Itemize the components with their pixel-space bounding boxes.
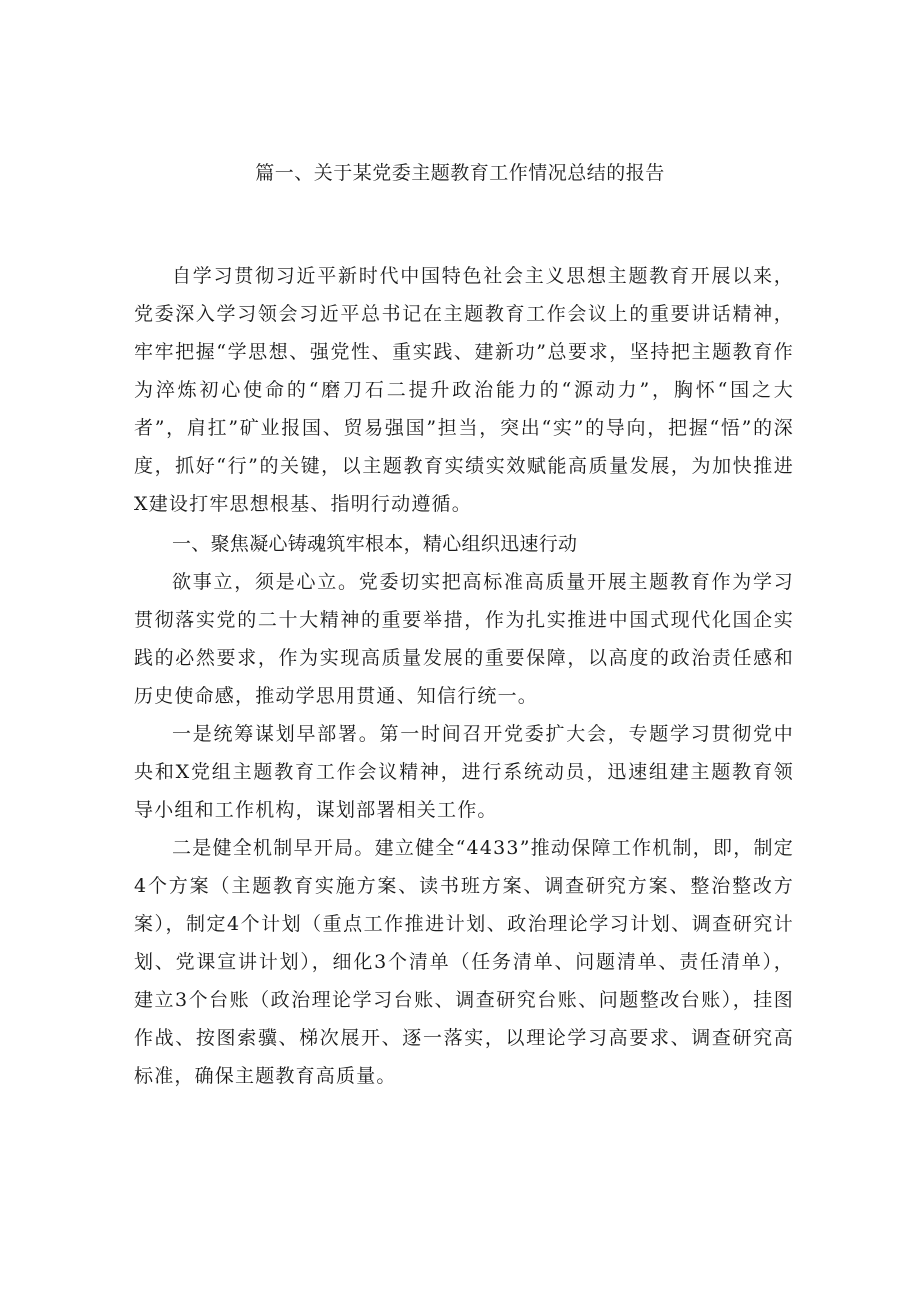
intro-paragraph: 自学习贯彻习近平新时代中国特色社会主义思想主题教育开展以来，党委深入学习领会习近平总书记在主题教育工作会议上的重要讲话精神，牢牢把握“学思想、强党性、重实践、建新功”总要求，坚持把主题教育作为淬炼初心使命的“磨刀石二提升政治能力的“源动力”，胸怀“国之大者”，肩扛”矿业报国、贸易强国”担当，突出“实”的导向，把握“悟”的深度，抓好“行”的关键，以主题教育实绩实效赋能高质量发展，为加快推进X建设打牢思想根基、指明行动遵循。 — [134, 265, 794, 515]
document-body — [134, 257, 794, 1095]
section-paragraph-1: 欲事立，须是心立。党委切实把高标准高质量开展主题教育作为学习贯彻落实党的二十大精神的重要举措，作为扎实推进中国式现代化国企实践的必然要求，作为实现高质量发展的重要保障，以高度的政治责任感和历史使命感，推动学思用贯通、知信行统一。 — [134, 571, 794, 707]
section-paragraph-3: 二是健全机制早开局。建立健全“4433”推动保障工作机制，即，制定4个方案（主题教育实施方案、读书班方案、调查研究方案、整治整改方案），制定4个计划（重点工作推进计划、政治理论学习计划、调查研究计划、党课宣讲计划），细化3个清单（任务清单、问题清单、责任清单），建立3个台账（政治理论学习台账、调查研究台账、问题整改台账），挂图作战、按图索骥、梯次展开、逐一落实，以理论学习高要求、调查研究高标准，确保主题教育高质量。 — [134, 837, 794, 1087]
document-title: 篇一、关于某党委主题教育工作情况总结的报告 — [255, 162, 665, 184]
section-heading: 一、聚焦凝心铸魂筑牢根本，精心组织迅速行动 — [172, 533, 578, 555]
section-paragraph-2: 一是统筹谋划早部署。第一时间召开党委扩大会，专题学习贯彻党中央和X党组主题教育工作会议精神，进行系统动员，迅速组建主题教育领导小组和工作机构，谋划部署相关工作。 — [134, 723, 794, 821]
